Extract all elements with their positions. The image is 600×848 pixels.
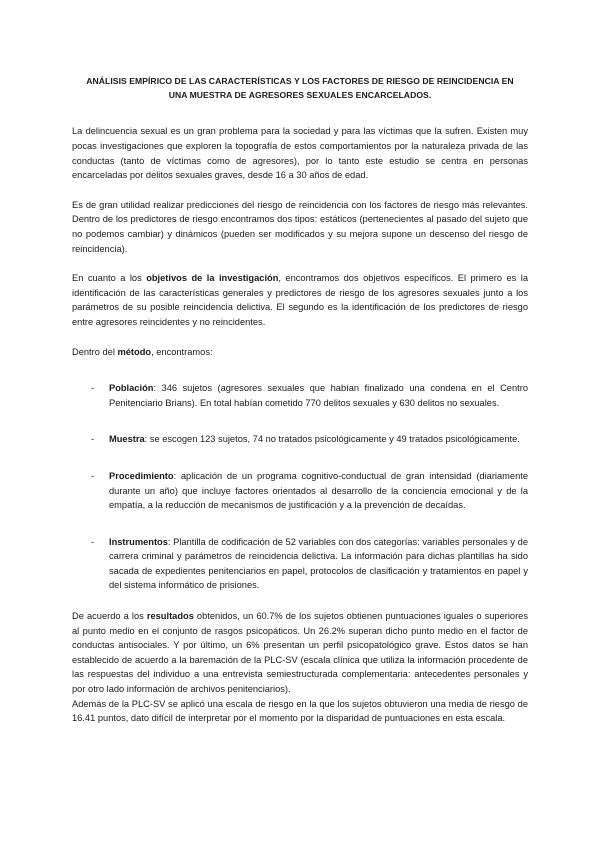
list-item-muestra [72,432,528,447]
item-label-instrumentos: Instrumentos [109,536,168,547]
method-list [72,381,528,593]
results-heading: resultados [146,611,194,622]
paragraph-results [72,609,528,697]
title-line-1: ANÁLISIS EMPÍRICO DE LAS CARACTERÍSTICAS Y LOS FACTORES DE RIESGO DE REINCIDENCIA EN [86,76,514,86]
method-pre: Dentro del [72,346,118,357]
paragraph-objectives [72,271,528,329]
list-dash: - [91,470,95,481]
results-text: obtenidos, un 60.7% de los sujetos obtienen puntuaciones iguales o superiores al punto medio en el conjunto de rasgos psicopáticos. Un 26.2% superan dicho punto medio en el factor de conductas antisociales. Y por último, un 6% presentan un perfil psicopatológico grave. Estos datos se han establecido de acuerdo a la baremación de la PLC-SV (escala clínica que utiliza la información procedente de las respuestas del individuo a una entrevista semiestructurada complementaria: antecedentes personales y por otro lado información de archivos penitenciarios). [72,611,528,695]
objectives-text: , encontramos dos objetivos específicos. El primero es la identificación de las características generales y predictores de riesgo de los agresores sexuales junto a los parámetros de su posible reincidencia delictiva. El segundo es la identificación de los predictores de riesgo entre agresores reincidentes y no reincidentes. [72,273,528,327]
method-post: , encontramos: [151,346,213,357]
item-label-muestra: Muestra [109,434,145,445]
list-item-instrumentos [72,535,528,593]
item-text-poblacion: : 346 sujetos (agresores sexuales que habían finalizado una condena en el Centro Penitenciario Brians). En total habían cometido 770 delitos sexuales y 630 delitos no sexuales. [109,383,528,408]
list-item-procedimiento [72,469,528,513]
paragraph-method [72,345,528,360]
title-line-2: UNA MUESTRA DE AGRESORES SEXUALES ENCARCELADOS. [168,90,432,101]
method-heading: método [117,346,152,357]
item-text-muestra: : se escogen 123 sujetos, 74 no tratados psicológicamente y 49 tratados psicológicamente. [144,434,520,445]
objectives-heading: objetivos de la investigación [146,273,279,284]
paragraph-predictors: Es de gran utilidad realizar predicciones del riesgo de reincidencia con los factores de riesgo más relevantes. Dentro de los predictores de riesgo encontramos dos tipos: estáticos (pertenecientes al pasado del sujeto que no podemos cambiar) y dinámicos (pueden ser modificados y su mejora supone un descenso del riesgo de reincidencia). [72,199,528,254]
objectives-pre: En cuanto a los [72,273,147,284]
results-pre: De acuerdo a los [72,611,147,622]
paragraph-risk-scale: Además de la PLC-SV se aplicó una escala de riesgo en la que los sujetos obtuvieron una media de riesgo de 16.41 puntos, dato difícil de interpretar por el momento por la disparidad de puntuaciones en esta escala. [72,698,528,724]
list-item-poblacion [72,381,528,410]
item-text-instrumentos: : Plantilla de codificación de 52 variables con dos categorías: variables personales y de carrera criminal y parámetros de reincidencia delictiva. La información para dichas plantillas ha sido sacada de expedientes penitenciarios en papel, protocolos de clasificación y tratamientos en papel y del sistema informático de prisiones. [109,536,528,591]
list-dash: - [91,434,95,445]
list-dash: - [91,383,95,394]
paragraph-intro: La delincuencia sexual es un gran problema para la sociedad y para las víctimas que la sufren. Existen muy pocas investigaciones que exploren la topografía de estos comportamientos por la naturaleza privada de las conductas (tanto de víctimas como de agresores), por lo tanto este estudio se centra en personas encarceladas por delitos sexuales graves, desde 16 a 30 años de edad. [72,126,528,181]
document-page [72,74,528,726]
item-label-poblacion: Población [109,383,154,394]
document-title [72,74,528,102]
item-text-procedimiento: : aplicación de un programa cognitivo-conductual de gran intensidad (diariamente durante un año) que incluye factores orientados al desarrollo de la conciencia emocional y de la empatía, a la reducción de mecanismos de justificación y a la prevención de decaídas. [109,470,528,511]
list-dash: - [91,536,95,547]
item-label-procedimiento: Procedimiento [109,470,174,481]
